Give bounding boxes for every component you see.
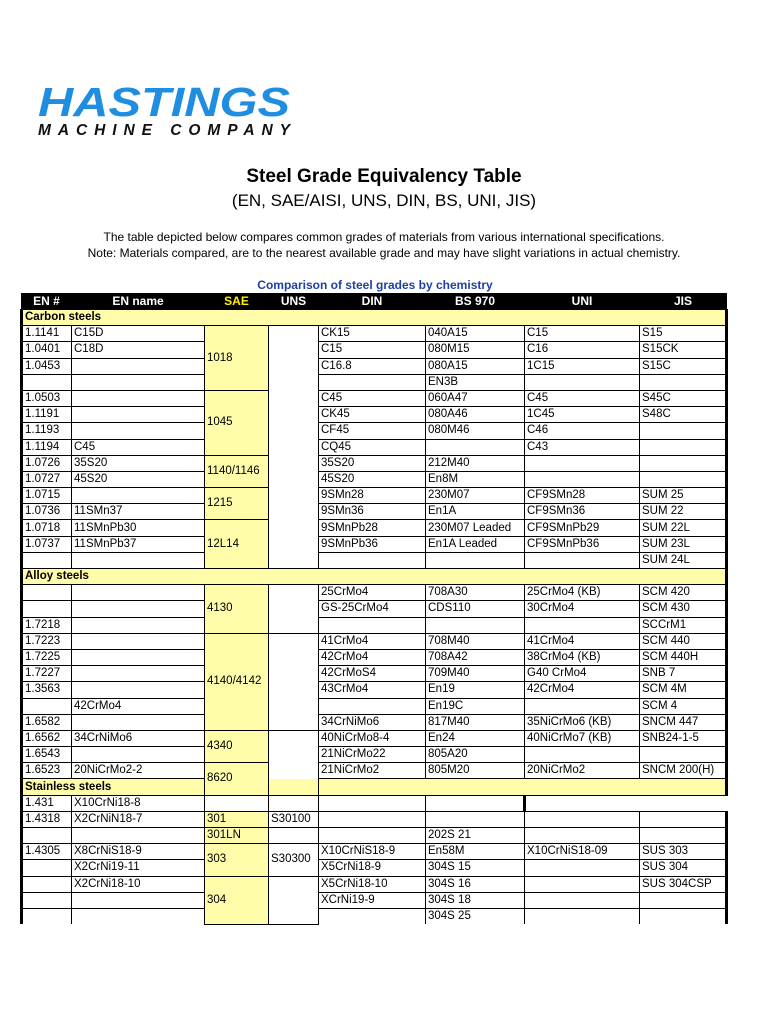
cell-en-number: 1.1194 — [22, 439, 72, 455]
cell-en-number — [22, 552, 72, 568]
cell-bs970: CDS110 — [426, 601, 525, 617]
cell-uni — [525, 617, 640, 633]
cell-bs970: 080A46 — [426, 407, 525, 423]
cell-din: GS-25CrMo4 — [319, 601, 426, 617]
table-row — [22, 908, 727, 924]
cell-bs970 — [426, 439, 525, 455]
cell-uni: G40 CrMo4 — [525, 666, 640, 682]
cell-en-number: 1.0453 — [22, 358, 72, 374]
cell-en-name — [72, 747, 205, 763]
cell-en-name: X2CrNi19-11 — [72, 860, 205, 876]
cell-uni: C46 — [525, 423, 640, 439]
cell-uns — [269, 876, 319, 924]
cell-uni — [525, 747, 640, 763]
cell-jis: SUM 25 — [640, 488, 727, 504]
cell-bs970: En58M — [426, 844, 525, 860]
cell-bs970: En19 — [426, 682, 525, 698]
cell-uni: C15 — [525, 326, 640, 342]
cell-en-name — [72, 714, 205, 730]
table-row — [22, 649, 727, 665]
table-row — [22, 617, 727, 633]
cell-en-number — [22, 908, 72, 924]
cell-bs970: 230M07 Leaded — [426, 520, 525, 536]
cell-jis: S15C — [640, 358, 727, 374]
cell-jis: SCM 4M — [640, 682, 727, 698]
cell-en-number: 1.1191 — [22, 407, 72, 423]
cell-en-name: 42CrMo4 — [72, 698, 205, 714]
cell-uni: 20NiCrMo2 — [525, 763, 640, 779]
cell-din: 21NiCrMo2 — [319, 763, 426, 779]
table-row — [22, 601, 727, 617]
cell-jis: SUS 304CSP — [640, 876, 727, 892]
section-heading: Carbon steels — [22, 310, 727, 326]
cell-jis — [640, 374, 727, 390]
cell-en-number — [22, 860, 72, 876]
table-row — [22, 828, 727, 844]
cell-din: 9SMn36 — [319, 504, 426, 520]
cell-jis: S45C — [640, 390, 727, 406]
table-row — [22, 892, 727, 908]
cell-en-number: 1.6523 — [22, 763, 72, 779]
cell-uni — [525, 892, 640, 908]
cell-din: 35S20 — [319, 455, 426, 471]
cell-jis — [640, 828, 727, 844]
cell-jis: SCM 420 — [640, 585, 727, 601]
cell-din — [319, 552, 426, 568]
cell-bs970: 304S 15 — [426, 860, 525, 876]
cell-uni: 38CrMo4 (KB) — [525, 649, 640, 665]
cell-bs970: 708A30 — [426, 585, 525, 601]
section-heading: Alloy steels — [22, 569, 727, 585]
cell-jis: SNB24-1-5 — [640, 730, 727, 746]
cell-bs970: 304S 16 — [426, 876, 525, 892]
table-caption: Comparison of steel grades by chemistry — [257, 278, 493, 292]
page-subtitle: (EN, SAE/AISI, UNS, DIN, BS, UNI, JIS) — [231, 191, 537, 210]
cell-en-name: 20NiCrMo2-2 — [72, 763, 205, 779]
cell-din: C45 — [319, 390, 426, 406]
cell-en-name — [72, 633, 205, 649]
table-row — [22, 730, 727, 746]
cell-sae: 1140/1146 — [205, 455, 269, 487]
cell-en-number: 1.4305 — [22, 844, 72, 860]
cell-en-name — [72, 552, 205, 568]
cell-en-name — [72, 617, 205, 633]
cell-uni — [525, 908, 640, 924]
cell-uni — [525, 860, 640, 876]
cell-bs970: En1A — [426, 504, 525, 520]
table-row — [22, 374, 727, 390]
cell-bs970 — [426, 617, 525, 633]
cell-din: 43CrMo4 — [319, 682, 426, 698]
cell-en-number — [22, 892, 72, 908]
cell-en-name: 11SMn37 — [72, 504, 205, 520]
cell-din: 34CrNiMo6 — [319, 714, 426, 730]
cell-bs970: En8M — [426, 471, 525, 487]
cell-en-number: 1.4318 — [22, 811, 72, 827]
cell-uni: 42CrMo4 — [525, 682, 640, 698]
cell-en-number: 1.431 — [22, 795, 72, 811]
cell-din: 25CrMo4 — [319, 585, 426, 601]
cell-uni: 1C45 — [525, 407, 640, 423]
cell-jis: S15CK — [640, 342, 727, 358]
cell-uni: 41CrMo4 — [525, 633, 640, 649]
cell-en-number: 1.0718 — [22, 520, 72, 536]
cell-jis — [640, 811, 727, 827]
cell-en-name — [72, 407, 205, 423]
cell-bs970: En24 — [426, 730, 525, 746]
cell-uni: CF9SMnPb29 — [525, 520, 640, 536]
cell-uni: 30CrMo4 — [525, 601, 640, 617]
cell-uni — [525, 374, 640, 390]
cell-en-number — [22, 374, 72, 390]
table-row — [22, 358, 727, 374]
cell-uns: S30300 — [269, 844, 319, 876]
cell-en-name: C45 — [72, 439, 205, 455]
page-title: Steel Grade Equivalency Table — [246, 166, 522, 187]
cell-en-name — [72, 828, 205, 844]
cell-uni — [525, 455, 640, 471]
cell-en-name — [72, 666, 205, 682]
cell-en-number: 1.7227 — [22, 666, 72, 682]
cell-en-name: X8CrNiS18-9 — [72, 844, 205, 860]
cell-en-name: 45S20 — [72, 471, 205, 487]
cell-uni: 40NiCrMo7 (KB) — [525, 730, 640, 746]
cell-uns — [269, 326, 319, 569]
cell-sae: 8620 — [205, 763, 269, 795]
cell-uni: C16 — [525, 342, 640, 358]
cell-en-name — [72, 908, 205, 924]
table-row — [22, 471, 727, 487]
table-row — [22, 876, 727, 892]
description-line-2: Note: Materials compared, are to the nearest available grade and may have slight variations in actual chemistry. — [87, 246, 681, 260]
cell-uni — [525, 471, 640, 487]
cell-jis — [640, 892, 727, 908]
table-row — [22, 407, 727, 423]
table-row — [22, 390, 727, 406]
cell-bs970: EN3B — [426, 374, 525, 390]
cell-jis: SCM 430 — [640, 601, 727, 617]
section-heading: Stainless steels — [22, 779, 727, 795]
cell-bs970: En19C — [426, 698, 525, 714]
cell-din: X5CrNi18-10 — [319, 876, 426, 892]
table-row — [22, 633, 727, 649]
cell-en-number — [22, 828, 72, 844]
cell-bs970 — [269, 795, 319, 811]
cell-jis: SNCM 447 — [640, 714, 727, 730]
table-row — [22, 439, 727, 455]
cell-bs970: 817M40 — [426, 714, 525, 730]
cell-uni: 25CrMo4 (KB) — [525, 585, 640, 601]
cell-uni — [525, 811, 640, 827]
cell-jis — [640, 471, 727, 487]
cell-sae: 304 — [205, 876, 269, 924]
cell-en-name — [72, 682, 205, 698]
cell-en-name: 35S20 — [72, 455, 205, 471]
cell-din: 9SMn28 — [319, 488, 426, 504]
cell-bs970: 040A15 — [426, 326, 525, 342]
cell-jis: SNB 7 — [640, 666, 727, 682]
cell-uni: C45 — [525, 390, 640, 406]
description-line-1: The table depicted below compares common grades of materials from various international specifications. — [103, 230, 665, 244]
cell-jis: SCCrM1 — [640, 617, 727, 633]
table-row — [22, 326, 727, 342]
cell-din — [319, 908, 426, 924]
cell-en-number: 1.0727 — [22, 471, 72, 487]
cell-en-number — [22, 876, 72, 892]
cell-din: C16.8 — [319, 358, 426, 374]
cell-en-number: 1.1193 — [22, 423, 72, 439]
cell-din — [319, 811, 426, 827]
table-row — [22, 682, 727, 698]
cell-din — [319, 374, 426, 390]
cell-en-name — [72, 892, 205, 908]
cell-bs970: 304S 25 — [426, 908, 525, 924]
cell-en-number: 1.7218 — [22, 617, 72, 633]
cell-uni: CF9SMn36 — [525, 504, 640, 520]
cell-jis — [640, 455, 727, 471]
table-row — [22, 763, 727, 779]
cell-jis — [640, 747, 727, 763]
table-row — [22, 342, 727, 358]
cell-en-name — [72, 423, 205, 439]
cell-jis: SUS 304 — [640, 860, 727, 876]
cell-jis: SUS 303 — [640, 844, 727, 860]
table-row — [22, 520, 727, 536]
cell-din: 21NiCrMo22 — [319, 747, 426, 763]
cell-uns — [269, 828, 319, 844]
table-row — [22, 504, 727, 520]
cell-din: CQ45 — [319, 439, 426, 455]
cell-en-number: 1.0726 — [22, 455, 72, 471]
cell-sae: 4130 — [205, 585, 269, 634]
cell-bs970: 060A47 — [426, 390, 525, 406]
section-row — [22, 569, 727, 585]
cell-din — [205, 795, 269, 811]
cell-sae: 1045 — [205, 390, 269, 455]
cell-bs970: 212M40 — [426, 455, 525, 471]
cell-en-number: 1.0503 — [22, 390, 72, 406]
cell-din: X10CrNiS18-9 — [319, 844, 426, 860]
cell-bs970: 080M15 — [426, 342, 525, 358]
cell-en-name: X10CrNi18-8 — [72, 795, 205, 811]
table-row — [22, 488, 727, 504]
cell-en-number: 1.7223 — [22, 633, 72, 649]
cell-bs970: 805A20 — [426, 747, 525, 763]
cell-din — [319, 828, 426, 844]
cell-bs970: En1A Leaded — [426, 536, 525, 552]
table-row — [22, 666, 727, 682]
cell-bs970: 304S 18 — [426, 892, 525, 908]
cell-uni — [525, 876, 640, 892]
cell-en-number: 1.0736 — [22, 504, 72, 520]
cell-en-name: 11SMnPb30 — [72, 520, 205, 536]
cell-uni — [525, 552, 640, 568]
cell-din: CF45 — [319, 423, 426, 439]
cell-jis: SUM 22L — [640, 520, 727, 536]
cell-jis: S48C — [640, 407, 727, 423]
cell-en-name: X2CrNiN18-7 — [72, 811, 205, 827]
cell-din: X5CrNi18-9 — [319, 860, 426, 876]
section-row — [22, 310, 727, 326]
table-row — [22, 811, 727, 827]
cell-en-number: 1.0737 — [22, 536, 72, 552]
cell-din: 9SMnPb28 — [319, 520, 426, 536]
cell-din — [319, 617, 426, 633]
cell-uns — [269, 585, 319, 634]
hastings-logo — [36, 82, 298, 142]
cell-sae: 1215 — [205, 488, 269, 520]
cell-din: 45S20 — [319, 471, 426, 487]
cell-sae: 1018 — [205, 326, 269, 391]
cell-en-name — [72, 488, 205, 504]
steel-grade-table — [20, 293, 728, 925]
cell-bs970: 708A42 — [426, 649, 525, 665]
table-row — [22, 423, 727, 439]
cell-uni — [525, 698, 640, 714]
cell-en-number: 1.7225 — [22, 649, 72, 665]
cell-jis: SCM 4 — [640, 698, 727, 714]
cell-bs970: 708M40 — [426, 633, 525, 649]
cell-en-name — [72, 585, 205, 601]
cell-jis: SUM 23L — [640, 536, 727, 552]
table-row — [22, 455, 727, 471]
cell-bs970: 080M46 — [426, 423, 525, 439]
cell-jis — [640, 423, 727, 439]
cell-en-number — [22, 585, 72, 601]
table-row — [22, 585, 727, 601]
header-jis: JIS — [640, 294, 727, 310]
cell-bs970: 080A15 — [426, 358, 525, 374]
cell-din — [319, 698, 426, 714]
header-uns: UNS — [269, 294, 319, 310]
cell-sae: 4340 — [205, 730, 269, 762]
cell-din: 42CrMo4 — [319, 649, 426, 665]
cell-din: CK45 — [319, 407, 426, 423]
cell-sae: 12L14 — [205, 520, 269, 569]
cell-sae: 301 — [205, 811, 269, 827]
header-uni: UNI — [525, 294, 640, 310]
table-row — [22, 552, 727, 568]
cell-en-number: 1.1141 — [22, 326, 72, 342]
cell-jis: SUM 24L — [640, 552, 727, 568]
cell-en-name — [72, 358, 205, 374]
cell-en-number — [22, 698, 72, 714]
cell-en-name: 11SMnPb37 — [72, 536, 205, 552]
cell-jis: SUM 22 — [640, 504, 727, 520]
table-row — [22, 698, 727, 714]
cell-en-name: X2CrNi18-10 — [72, 876, 205, 892]
cell-jis — [640, 908, 727, 924]
table-row — [22, 860, 727, 876]
cell-bs970 — [426, 811, 525, 827]
cell-en-name: C15D — [72, 326, 205, 342]
table-row — [22, 795, 727, 811]
header-din: DIN — [319, 294, 426, 310]
cell-en-name: 34CrNiMo6 — [72, 730, 205, 746]
cell-en-name — [72, 649, 205, 665]
header-sae: SAE — [205, 294, 269, 310]
cell-sae: 303 — [205, 844, 269, 876]
cell-en-name — [72, 374, 205, 390]
table-row — [22, 747, 727, 763]
table-header-row — [22, 294, 727, 310]
cell-din: C15 — [319, 342, 426, 358]
cell-bs970: 709M40 — [426, 666, 525, 682]
cell-en-number: 1.6543 — [22, 747, 72, 763]
logo-tagline: MACHINE COMPANY — [38, 122, 290, 139]
cell-uni: 1C15 — [525, 358, 640, 374]
cell-din: 42CrMoS4 — [319, 666, 426, 682]
cell-jis: SCM 440 — [640, 633, 727, 649]
cell-bs970 — [426, 552, 525, 568]
cell-uns: S30100 — [269, 811, 319, 827]
cell-en-name — [72, 601, 205, 617]
cell-uni — [319, 795, 426, 811]
cell-en-number: 1.6582 — [22, 714, 72, 730]
cell-sae: 301LN — [205, 828, 269, 844]
table-row — [22, 536, 727, 552]
cell-uni — [525, 828, 640, 844]
cell-en-number — [22, 601, 72, 617]
cell-jis: SNCM 200(H) — [640, 763, 727, 779]
logo-name: HASTINGS — [38, 82, 290, 125]
cell-jis: S15 — [640, 326, 727, 342]
cell-jis: SCM 440H — [640, 649, 727, 665]
cell-uni: 35NiCrMo6 (KB) — [525, 714, 640, 730]
cell-uni: X10CrNiS18-09 — [525, 844, 640, 860]
cell-en-number: 1.0401 — [22, 342, 72, 358]
cell-en-name: C18D — [72, 342, 205, 358]
cell-jis — [640, 439, 727, 455]
header-en-number: EN # — [22, 294, 72, 310]
cell-din: CK15 — [319, 326, 426, 342]
cell-uns — [269, 633, 319, 730]
header-en-name: EN name — [72, 294, 205, 310]
cell-din: 41CrMo4 — [319, 633, 426, 649]
cell-bs970: 230M07 — [426, 488, 525, 504]
cell-en-number: 1.3563 — [22, 682, 72, 698]
cell-bs970: 805M20 — [426, 763, 525, 779]
cell-jis — [426, 795, 525, 811]
cell-din: XCrNi19-9 — [319, 892, 426, 908]
cell-uni: CF9SMn28 — [525, 488, 640, 504]
table-row — [22, 714, 727, 730]
cell-uni: C43 — [525, 439, 640, 455]
table-row — [22, 844, 727, 860]
cell-en-number: 1.0715 — [22, 488, 72, 504]
cell-uni: CF9SMnPb36 — [525, 536, 640, 552]
cell-en-number: 1.6562 — [22, 730, 72, 746]
cell-bs970: 202S 21 — [426, 828, 525, 844]
header-bs970: BS 970 — [426, 294, 525, 310]
cell-sae: 4140/4142 — [205, 633, 269, 730]
cell-en-name — [72, 390, 205, 406]
cell-din: 9SMnPb36 — [319, 536, 426, 552]
section-row — [22, 779, 727, 795]
cell-din: 40NiCrMo8-4 — [319, 730, 426, 746]
